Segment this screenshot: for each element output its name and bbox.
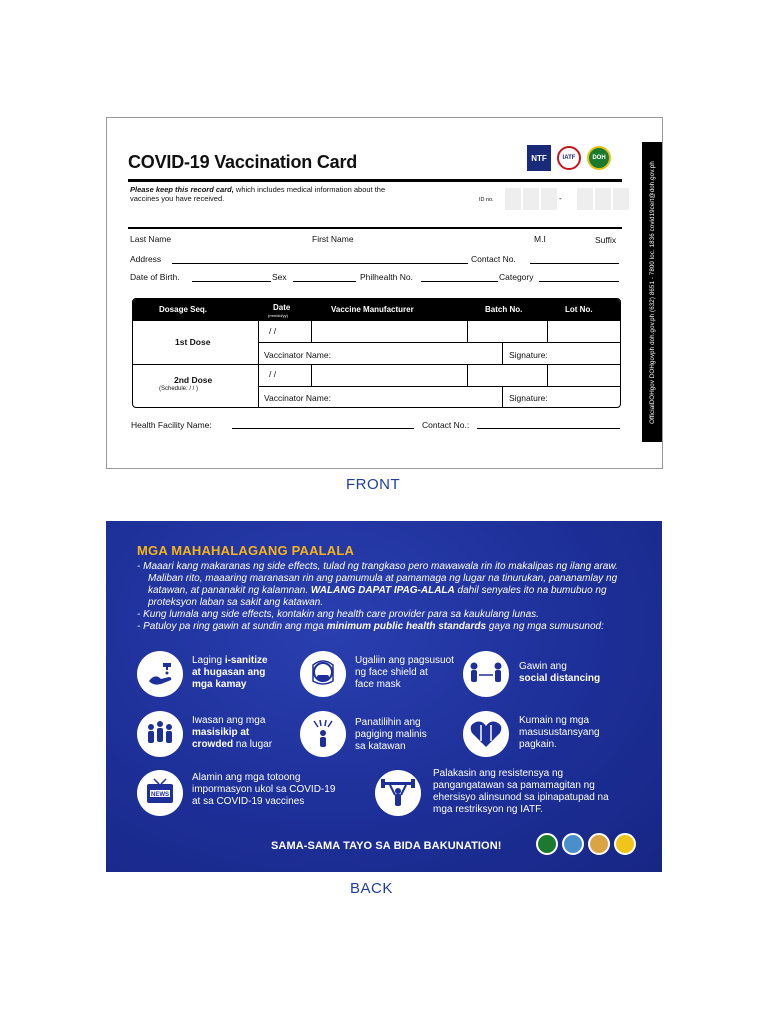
- reminder-side-effects-2: Maliban rito, maaaring maranasan rin ang pamumula at pamamaga ng lugar na tinurukan, pananamlay ng: [148, 573, 618, 584]
- dob-field[interactable]: [192, 281, 271, 282]
- tip-text: impormasyon ukol sa COVID-19: [192, 784, 336, 795]
- facility-contact-field[interactable]: [477, 428, 620, 429]
- contact-strip: [642, 142, 662, 442]
- tip-text: Laging: [192, 655, 225, 666]
- middle-initial-label: M.I: [534, 234, 546, 244]
- front-caption: FRONT: [346, 476, 401, 493]
- first-name-label: First Name: [312, 234, 354, 244]
- tip-text: Palakasin ang resistensya ng: [433, 768, 564, 779]
- face-shield-icon: [300, 651, 346, 697]
- iatf-seal-icon: [588, 833, 610, 855]
- tip-text: Iwasan ang mga: [192, 715, 266, 726]
- healthy-food-icon: [463, 711, 509, 757]
- divider: [258, 342, 621, 343]
- tip-text: Gawin ang: [519, 661, 567, 672]
- col-date-format: (mm/dd/yy): [268, 313, 288, 318]
- divider: [311, 364, 312, 386]
- divider: [502, 386, 503, 408]
- tip-text: sa katawan: [355, 741, 406, 752]
- divider: [547, 364, 548, 386]
- tip-text: at sa COVID-19 vaccines: [192, 796, 305, 807]
- id-digit-box[interactable]: [613, 188, 629, 210]
- col-dosage-seq: Dosage Seq.: [159, 305, 208, 314]
- tip-food: [519, 715, 600, 751]
- tip-text: Ugaliin ang pagsusuot: [355, 655, 454, 666]
- id-digit-box[interactable]: [595, 188, 611, 210]
- id-digit-box[interactable]: [577, 188, 593, 210]
- sex-field[interactable]: [293, 281, 356, 282]
- tip-exercise: [433, 768, 609, 816]
- doh-logo: DOH: [587, 146, 611, 170]
- col-date: Date: [273, 303, 291, 312]
- reminder-text: katawan, at pananakit ng kalamnan.: [148, 585, 311, 596]
- ntf-seal-icon: [614, 833, 636, 855]
- tip-news: [192, 772, 335, 808]
- second-dose-vaccinator-label: Vaccinator Name:: [264, 393, 331, 403]
- tip-emphasis: social distancing: [519, 673, 601, 684]
- tip-sanitize: [192, 655, 268, 691]
- sex-label: Sex: [272, 272, 287, 282]
- keep-note-bold: Please keep this record card,: [130, 185, 234, 194]
- vaccination-card-front: [106, 117, 663, 469]
- last-name-label: Last Name: [130, 234, 172, 244]
- agency-seal-icon: [562, 833, 584, 855]
- iatf-logo: IATF: [557, 146, 581, 170]
- shower-icon: [300, 711, 346, 757]
- col-batch: Batch No.: [485, 305, 523, 314]
- divider: [502, 342, 503, 364]
- contact-strip-text: OfficialDOHgov DOHgovph doh.gov.ph (632) 8651 - 7800 loc. 1836 covid19cert@doh.gov.ph: [648, 160, 656, 424]
- tip-distancing: [519, 661, 600, 685]
- address-field[interactable]: [172, 263, 468, 264]
- tip-text: ehersisyo alinsunod sa ipinapatupad na: [433, 792, 609, 803]
- id-dash: -: [559, 194, 562, 203]
- first-dose-signature-label: Signature:: [509, 350, 548, 360]
- id-digit-box[interactable]: [523, 188, 539, 210]
- col-lot: Lot No.: [565, 305, 593, 314]
- header-divider: [128, 227, 622, 229]
- philhealth-label: Philhealth No.: [360, 272, 413, 282]
- address-label: Address: [130, 254, 162, 264]
- divider: [467, 364, 468, 386]
- keep-card-note: [130, 185, 400, 203]
- tip-emphasis: masisikip at: [192, 727, 250, 738]
- reminder-side-effects-4: proteksyon laban sa sakit ang katawan.: [148, 597, 324, 608]
- category-label: Category: [499, 272, 534, 282]
- tip-text: pangangatawan sa pamamagitan ng: [433, 780, 595, 791]
- divider: [133, 364, 621, 365]
- reminder-emphasis: WALANG DAPAT IPAG-ALALA: [310, 585, 455, 596]
- keep-note-rest: which includes medical information about the vaccines you have received.: [130, 185, 386, 203]
- reminders-title: MGA MAHAHALAGANG PAALALA: [137, 543, 355, 558]
- tip-text: ng face shield at: [355, 667, 428, 678]
- tip-emphasis: i-sanitize: [224, 655, 268, 666]
- divider: [547, 321, 548, 342]
- health-facility-label: Health Facility Name:: [131, 420, 212, 430]
- col-manufacturer: Vaccine Manufacturer: [331, 305, 414, 314]
- tip-emphasis: at hugasan ang: [192, 667, 266, 678]
- id-digit-box[interactable]: [541, 188, 557, 210]
- contact-no-field[interactable]: [530, 263, 619, 264]
- philhealth-field[interactable]: [421, 281, 498, 282]
- news-icon-text: NEWS: [151, 792, 169, 798]
- social-distancing-icon: [463, 651, 509, 697]
- tip-text: pagiging malinis: [355, 729, 427, 740]
- id-digit-box[interactable]: [505, 188, 521, 210]
- news-tv-icon: [137, 770, 183, 816]
- dose-table: [132, 298, 621, 408]
- tip-text: mga restriksyon ng IATF.: [433, 804, 543, 815]
- reminder-contact-provider: - Kung lumala ang side effects, kontakin ang health care provider para sa kaukulang lunas.: [137, 609, 539, 620]
- divider: [258, 386, 621, 387]
- hand-wash-icon: [137, 651, 183, 697]
- contact-no-label: Contact No.: [471, 254, 516, 264]
- suffix-label: Suffix: [595, 235, 617, 245]
- ntf-logo: NTF: [527, 145, 551, 171]
- campaign-slogan: SAMA-SAMA TAYO SA BIDA BAKUNATION!: [271, 840, 502, 852]
- second-dose-date[interactable]: / /: [269, 369, 277, 379]
- tip-face-shield: [355, 655, 454, 691]
- tip-text: masusustansyang: [519, 727, 600, 738]
- back-caption: BACK: [350, 880, 393, 897]
- reminder-text: dahil senyales ito na bumubuo ng: [454, 585, 607, 596]
- tip-text: Alamin ang mga totoong: [192, 772, 301, 783]
- facility-contact-label: Contact No.:: [422, 420, 470, 430]
- reminder-side-effects: - Maaari kang makaranas ng side effects, tulad ng trangkaso pero mawawala rin ito makalipas ng ilang araw.: [137, 561, 618, 572]
- tip-clean: [355, 717, 427, 753]
- tip-text: Panatilihin ang: [355, 717, 421, 728]
- dob-label: Date of Birth.: [130, 272, 180, 282]
- reminder-text: - Patuloy pa ring gawin at sundin ang mga: [137, 621, 327, 632]
- reminder-emphasis: minimum public health standards: [326, 621, 487, 632]
- divider: [311, 321, 312, 342]
- first-dose-date[interactable]: / /: [269, 326, 277, 336]
- reminder-text: gaya ng mga sumusunod:: [486, 621, 604, 632]
- tip-crowded: [192, 715, 272, 751]
- card-title: COVID-19 Vaccination Card: [128, 152, 358, 172]
- second-dose-schedule[interactable]: (Schedule: / / ): [159, 386, 199, 392]
- divider: [467, 321, 468, 342]
- tip-text: pagkain.: [519, 739, 557, 750]
- title-divider: [128, 179, 622, 182]
- doh-seal-icon: [536, 833, 558, 855]
- reminder-health-standards: [137, 621, 604, 633]
- tip-emphasis: crowded: [192, 739, 234, 750]
- exercise-icon: [375, 770, 421, 816]
- dose-table-header: [133, 299, 620, 321]
- crowd-icon: [137, 711, 183, 757]
- category-field[interactable]: [539, 281, 619, 282]
- id-label: ID no.: [479, 197, 494, 203]
- tip-text: na lugar: [233, 739, 273, 750]
- second-dose-label: 2nd Dose: [174, 375, 213, 385]
- health-facility-field[interactable]: [232, 428, 414, 429]
- agency-logos: [527, 145, 611, 171]
- vaccination-card-back: [106, 521, 662, 872]
- tip-text: face mask: [355, 679, 401, 690]
- tip-emphasis: mga kamay: [192, 679, 247, 690]
- tip-text: Kumain ng mga: [519, 715, 590, 726]
- reminder-side-effects-3: [148, 585, 607, 597]
- first-dose-label: 1st Dose: [175, 337, 211, 347]
- second-dose-signature-label: Signature:: [509, 393, 548, 403]
- first-dose-vaccinator-label: Vaccinator Name:: [264, 350, 331, 360]
